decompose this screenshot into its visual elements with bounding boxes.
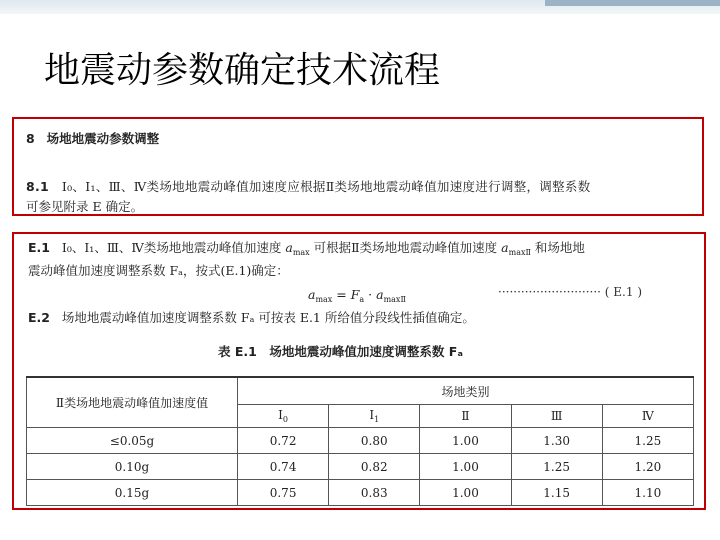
table-header-class: $Ⅰ_0$ [238,405,329,428]
table-cell: ≤0.05g [27,428,238,454]
formula-e1: $a_{max} = F_a \cdot a_{maxⅡ}$ [308,287,406,304]
table-cell: 0.75 [238,480,329,506]
table-cell: 1.00 [420,454,511,480]
table-cell: 0.10g [27,454,238,480]
table-header-class: $Ⅰ_1$ [329,405,420,428]
table-header-class: Ⅱ [420,405,511,428]
table-row [27,428,694,454]
table-cell: 0.72 [238,428,329,454]
clause-e1-line1: E.1 Ⅰ₀、Ⅰ₁、Ⅲ、Ⅳ类场地地震动峰值加速度 $a_{max}$ 可根据Ⅱ类场地地震动峰值加速度 $a_{maxⅡ}$ 和场地地 [28,240,585,257]
clause-8-1-line2: 可参见附录 E 确定。 [26,199,144,214]
section-heading: 8 场地地震动参数调整 [26,131,160,146]
formula-leader-dots: ··························· ( E.1 ) [498,285,643,299]
table-row [27,454,694,480]
table-cell: 1.25 [602,428,693,454]
section-8-box [12,117,704,216]
table-cell: 1.25 [511,454,602,480]
table-header-class: Ⅳ [602,405,693,428]
table-cell: 0.74 [238,454,329,480]
table-cell: 1.20 [602,454,693,480]
table-header-site-class: 场地类别 [238,377,694,405]
table-cell: 1.15 [511,480,602,506]
table-cell: 1.00 [420,480,511,506]
table-cell: 0.83 [329,480,420,506]
top-decor-accent [545,0,720,6]
table-header-class: Ⅲ [511,405,602,428]
coefficient-table [26,376,694,506]
table-cell: 1.10 [602,480,693,506]
table-cell: 0.15g [27,480,238,506]
slide-title: 地震动参数确定技术流程 [44,50,441,91]
clause-e1-line2: 震动峰值加速度调整系数 Fₐ，按式(E.1)确定： [28,263,289,278]
table-cell: 1.00 [420,428,511,454]
table-caption: 表 E.1 场地地震动峰值加速度调整系数 Fₐ [218,344,463,359]
clause-e2: E.2 场地地震动峰值加速度调整系数 Fₐ 可按表 E.1 所给值分段线性插值确定。 [28,310,475,325]
clause-8-1-line1: 8.1 Ⅰ₀、Ⅰ₁、Ⅲ、Ⅳ类场地地震动峰值加速度应根据Ⅱ类场地地震动峰值加速度进行调整，调整系数 [26,179,591,194]
appendix-e-box [12,232,706,510]
table-cell: 1.30 [511,428,602,454]
table-cell: 0.82 [329,454,420,480]
table-row [27,480,694,506]
table-cell: 0.80 [329,428,420,454]
table-header-first: Ⅱ类场地地震动峰值加速度值 [27,377,238,428]
